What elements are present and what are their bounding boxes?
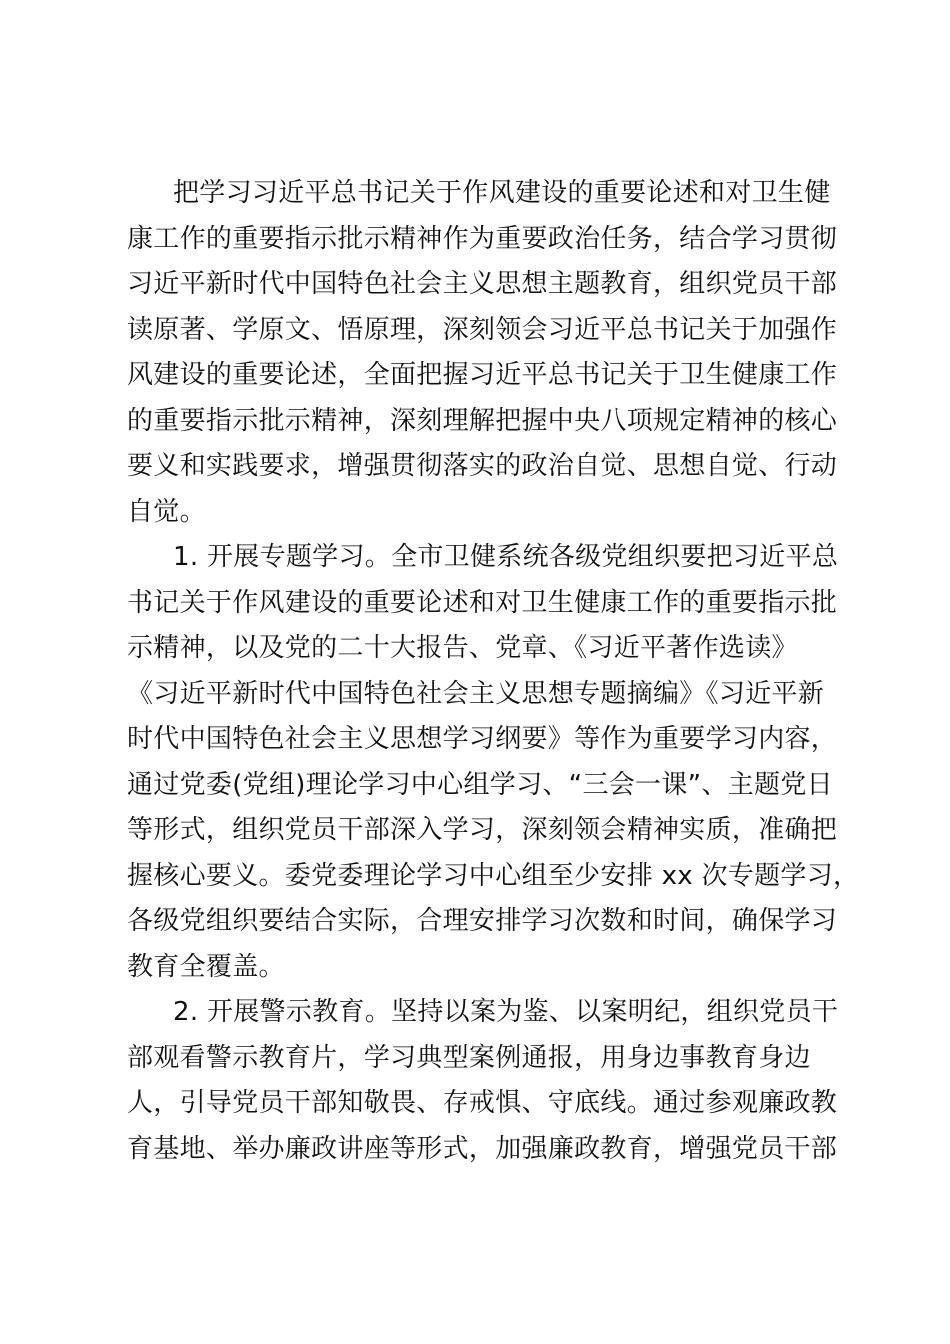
text-line: 人，引导党员干部知敬畏、存戒惧、守底线。通过参观廉政教 (127, 1088, 838, 1118)
text-line: 育基地、举办廉政讲座等形式，加强廉政教育，增强党员干部 (127, 1133, 838, 1164)
document-body (127, 171, 860, 1172)
text-line: 要义和实践要求，增强贯彻落实的政治自觉、思想自觉、行动 (127, 451, 838, 481)
text-line: 等形式，组织党员干部深入学习，深刻领会精神实质，准确把 (127, 815, 838, 845)
text-line: 教育全覆盖。 (127, 951, 285, 982)
text-line: 示精神，以及党的二十大报告、党章、《习近平著作选读》 (127, 633, 798, 663)
text-line: 《习近平新时代中国特色社会主义思想专题摘编》《习近平新 (127, 678, 825, 709)
text-line: 2. 开展警示教育。坚持以案为鉴、以案明纪，组织党员干 (173, 997, 839, 1027)
text-line: 时代中国特色社会主义思想学习纲要》等作为重要学习内容， (127, 724, 838, 754)
paragraph-warning-education (127, 990, 839, 1172)
text-line: 习近平新时代中国特色社会主义思想主题教育，组织党员干部 (127, 269, 838, 299)
paragraph-special-study (127, 535, 860, 990)
text-line: 各级党组织要结合实际，合理安排学习次数和时间，确保学习 (127, 906, 838, 936)
text-line: 把学习习近平总书记关于作风建设的重要论述和对卫生健 (173, 178, 831, 208)
text-line: 读原著、学原文、悟原理，深刻领会习近平总书记关于加强作 (127, 314, 838, 345)
text-line: 自觉。 (127, 496, 206, 527)
text-line: 风建设的重要论述，全面把握习近平总书记关于卫生健康工作 (127, 360, 838, 390)
text-line: 1. 开展专题学习。全市卫健系统各级党组织要把习近平总 (173, 542, 839, 572)
text-line: 握核心要义。委党委理论学习中心组至少安排 xx 次专题学习， (127, 860, 860, 891)
text-line: 通过党委(党组)理论学习中心组学习、“三会一课”、主题党日 (127, 769, 833, 800)
paragraph-study-guidance (127, 171, 838, 535)
text-line: 书记关于作风建设的重要论述和对卫生健康工作的重要指示批 (127, 587, 838, 618)
text-line: 的重要指示批示精神，深刻理解把握中央八项规定精神的核心 (127, 405, 838, 436)
text-line: 部观看警示教育片，学习典型案例通报，用身边事教育身边 (127, 1042, 811, 1073)
text-line: 康工作的重要指示批示精神作为重要政治任务，结合学习贯彻 (127, 223, 838, 254)
